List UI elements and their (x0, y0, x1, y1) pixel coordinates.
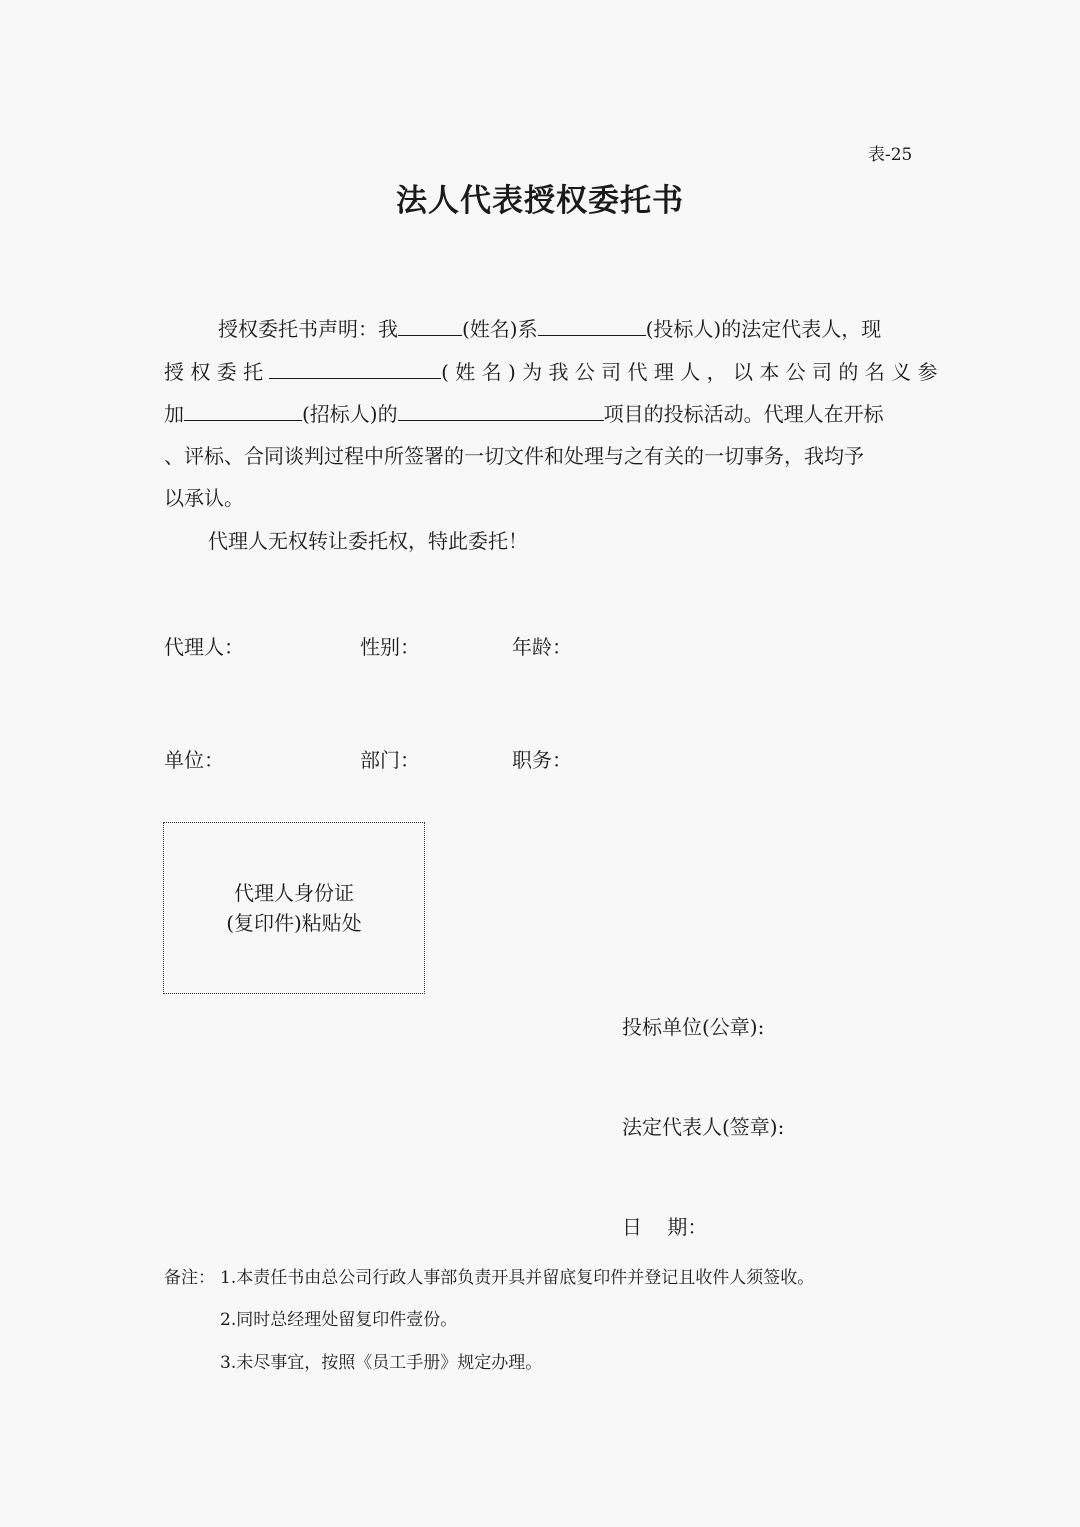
date-label: 日 期： (622, 1215, 708, 1239)
id-box-line-1: 代理人身份证 (234, 881, 354, 905)
statement-line-4: 、评标、合同谈判过程中所签署的一切文件和处理与之有关的一切事务，我均予 (164, 444, 864, 468)
statement-text: ( 姓 名 ) 为 我 公 司 代 理 人 ， 以 本 公 司 的 名 义 参 (441, 360, 938, 384)
statement-text: 加 (164, 402, 184, 426)
name-blank[interactable] (398, 315, 462, 336)
statement-line-6: 代理人无权转让委托权，特此委托！ (208, 529, 528, 553)
statement-text: (招标人)的 (302, 402, 398, 426)
note-item-1: 1.本责任书由总公司行政人事部负责开具并留底复印件并登记且收件人须签收。 (220, 1268, 815, 1288)
form-number: 表-25 (868, 145, 913, 165)
statement-line-3 (164, 398, 884, 427)
position-label: 职务： (512, 748, 572, 772)
note-item-3: 3.未尽事宜，按照《员工手册》规定办理。 (220, 1353, 543, 1373)
bidder-blank[interactable] (538, 315, 646, 336)
unit-label: 单位： (164, 748, 224, 772)
statement-text: (姓名)系 (462, 317, 538, 341)
statement-text: 授权委托书声明：我 (218, 317, 398, 341)
notes-prefix: 备注： (164, 1268, 215, 1288)
agent-name-blank[interactable] (269, 358, 441, 379)
tenderer-blank[interactable] (184, 400, 302, 421)
bidder-seal-label: 投标单位(公章): (622, 1015, 765, 1039)
id-copy-paste-area (163, 822, 425, 994)
note-item-2: 2.同时总经理处留复印件壹份。 (220, 1310, 458, 1330)
statement-line-5: 以承认。 (164, 486, 244, 510)
legal-rep-signature-label: 法定代表人(签章): (622, 1115, 785, 1139)
document-title: 法人代表授权委托书 (396, 183, 684, 219)
project-blank[interactable] (398, 400, 604, 421)
statement-line-1 (218, 313, 881, 342)
department-label: 部门： (360, 748, 420, 772)
statement-line-2 (164, 356, 937, 385)
gender-label: 性别： (360, 635, 420, 659)
agent-label: 代理人： (164, 635, 244, 659)
id-box-line-2: (复印件)粘贴处 (226, 911, 362, 935)
statement-text: 项目的投标活动。代理人在开标 (603, 402, 884, 426)
age-label: 年龄： (512, 635, 572, 659)
statement-text: (投标人)的法定代表人，现 (645, 317, 882, 341)
statement-text: 授 权 委 托 (164, 360, 264, 384)
